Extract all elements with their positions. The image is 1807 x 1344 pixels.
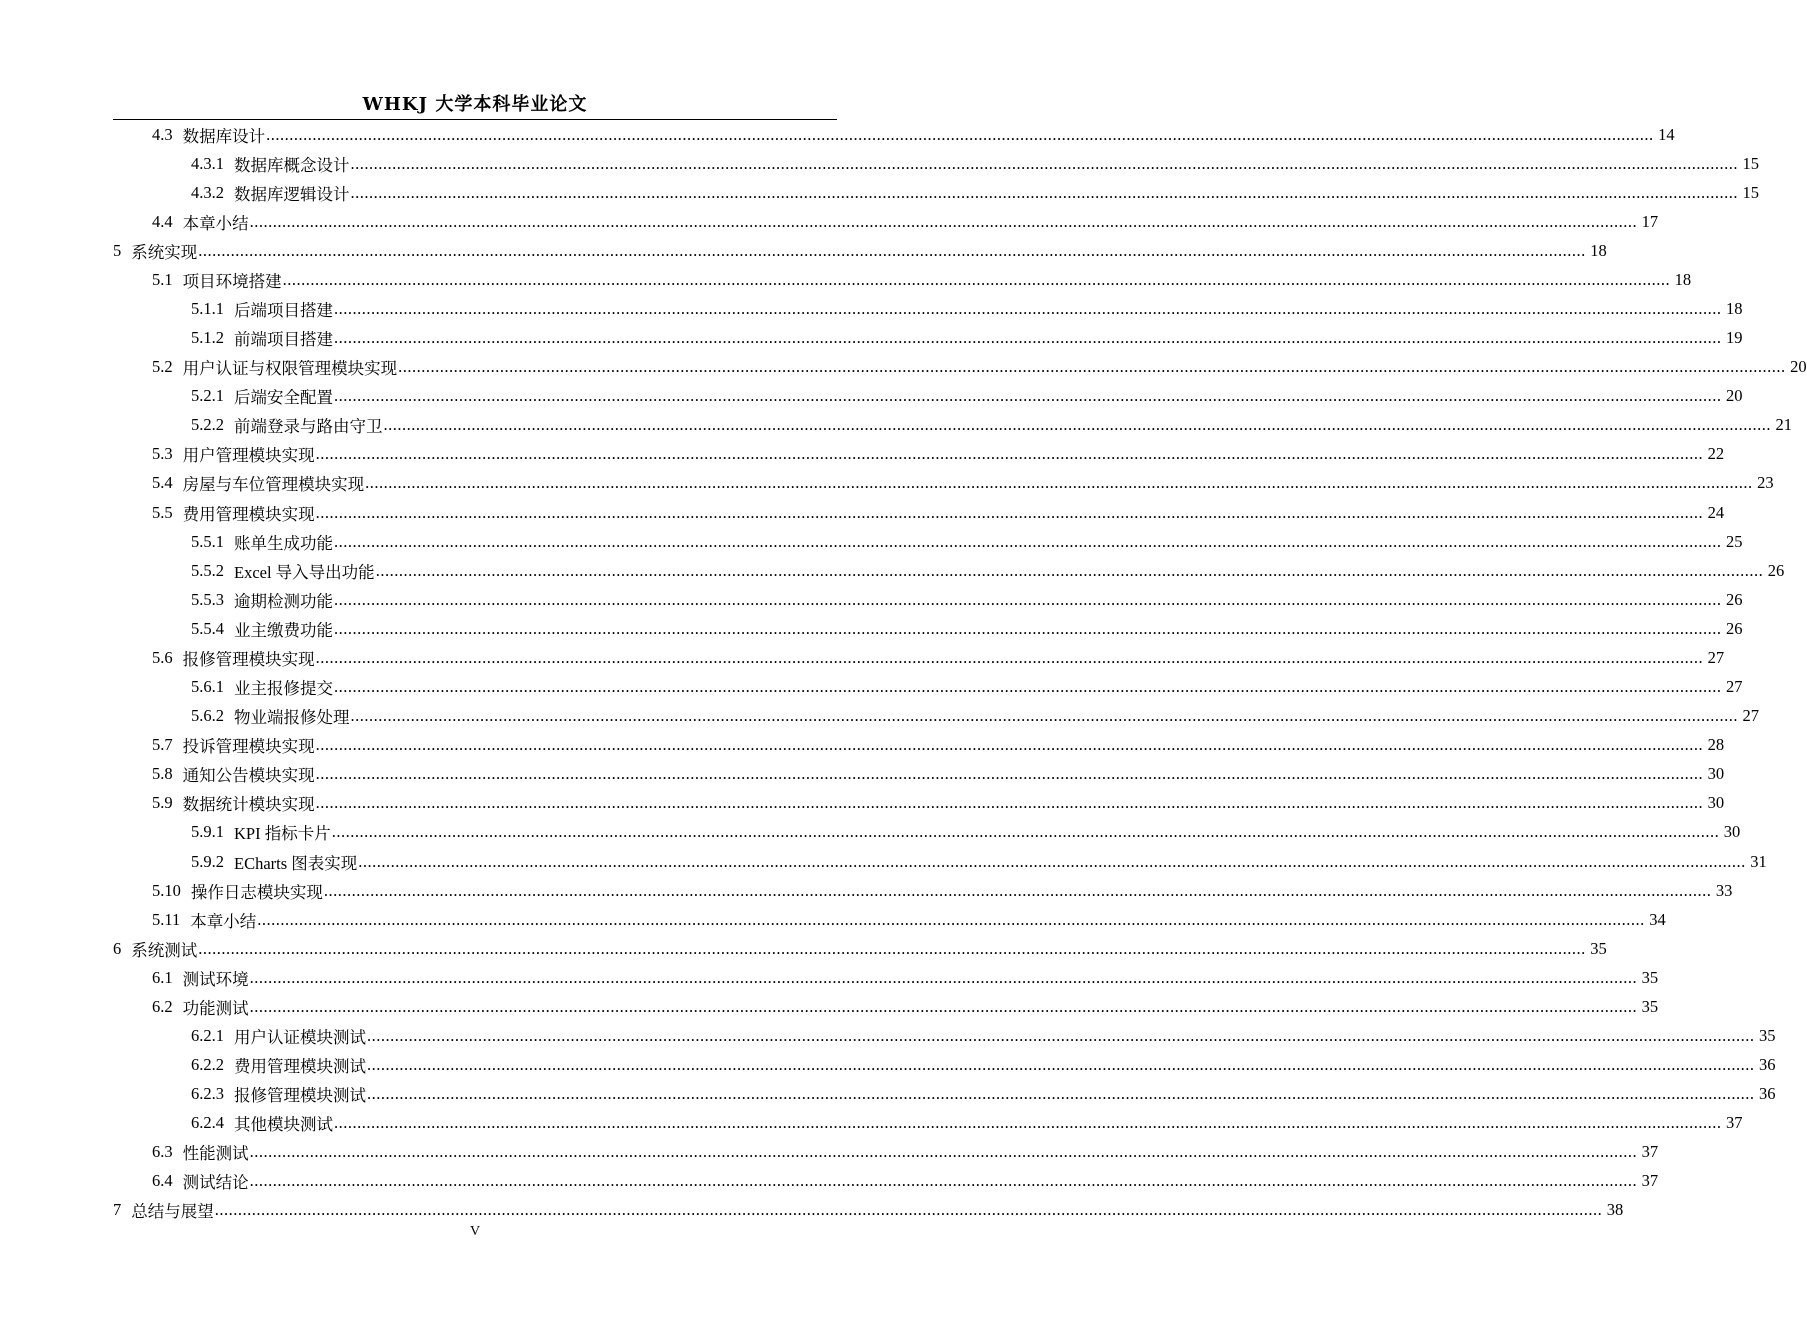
toc-entry-page: 23 [1757, 473, 1774, 493]
toc-leader-dots: ............................................................................................................................................................................................................................................................................................................ [334, 531, 1722, 551]
toc-entry-number: 5.2.2 [191, 415, 224, 435]
toc-entry-number: 5.9.1 [191, 822, 224, 842]
toc-entry[interactable] [191, 178, 1759, 207]
toc-entry-title: 前端项目搭建 [234, 330, 333, 350]
toc-entry-page: 35 [1759, 1025, 1776, 1045]
toc-entry-number: 5.2 [152, 357, 173, 377]
toc-entry-page: 24 [1707, 502, 1725, 522]
toc-entry-page: 26 [1726, 589, 1743, 609]
toc-entry-title: 数据统计模块实现 [182, 795, 315, 815]
toc-leader-dots: ............................................................................................................................................................................................................................................................................................................ [350, 182, 1738, 202]
toc-entry-page: 37 [1726, 1113, 1743, 1133]
toc-leader-dots: ............................................................................................................................................................................................................................................................................................................ [323, 880, 1712, 900]
toc-leader-dots: ............................................................................................................................................................................................................................................................................................................ [315, 735, 1704, 755]
toc-entry-page: 30 [1707, 793, 1725, 813]
toc-entry-title: 用户认证与权限管理模块实现 [182, 359, 398, 379]
toc-entry-number: 4.4 [152, 211, 173, 231]
toc-entry-title: 总结与展望 [131, 1202, 214, 1222]
toc-entry-page: 36 [1759, 1055, 1776, 1075]
toc-entry[interactable] [152, 265, 1692, 294]
toc-leader-dots: ............................................................................................................................................................................................................................................................................................................ [249, 1171, 1638, 1191]
toc-entry-page: 35 [1641, 967, 1659, 987]
toc-entry[interactable] [152, 643, 1725, 672]
toc-leader-dots: ............................................................................................................................................................................................................................................................................................................ [315, 764, 1704, 784]
toc-entry[interactable] [152, 498, 1725, 527]
toc-entry[interactable] [191, 614, 1743, 643]
toc-entry-page: 22 [1707, 444, 1725, 464]
toc-entry-number: 5.1.2 [191, 328, 224, 348]
toc-leader-dots: ............................................................................................................................................................................................................................................................................................................ [334, 328, 1722, 348]
toc-entry-title: 后端项目搭建 [234, 300, 333, 320]
toc-leader-dots: ............................................................................................................................................................................................................................................................................................................ [282, 269, 1671, 289]
toc-entry-number: 6.2.3 [191, 1084, 224, 1104]
toc-entry[interactable] [191, 382, 1743, 411]
toc-leader-dots: ............................................................................................................................................................................................................................................................................................................ [367, 1084, 1755, 1104]
toc-entry-page: 18 [1726, 298, 1743, 318]
toc-entry-title: 数据库逻辑设计 [234, 184, 350, 204]
toc-entry-page: 21 [1775, 415, 1792, 435]
toc-entry[interactable] [191, 585, 1743, 614]
toc-entry[interactable] [152, 1138, 1659, 1167]
toc-entry-number: 6.3 [152, 1142, 173, 1162]
toc-entry-number: 6.1 [152, 967, 173, 987]
toc-entry[interactable] [152, 469, 1774, 498]
toc-entry-page: 31 [1750, 851, 1767, 871]
toc-entry[interactable] [191, 149, 1759, 178]
toc-entry-title: 操作日志模块实现 [190, 882, 323, 902]
toc-entry-title: 投诉管理模块实现 [182, 737, 315, 757]
toc-entry[interactable] [191, 1109, 1743, 1138]
toc-entry-page: 25 [1726, 531, 1743, 551]
toc-leader-dots: ............................................................................................................................................................................................................................................................................................................ [375, 560, 1764, 580]
toc-entry-page: 19 [1726, 328, 1743, 348]
toc-entry-title: 数据库设计 [182, 126, 266, 146]
page-number: V [469, 1224, 481, 1239]
toc-leader-dots: ............................................................................................................................................................................................................................................................................................................ [334, 589, 1722, 609]
toc-entry-number: 5.5.2 [191, 560, 224, 580]
toc-entry-number: 5.4 [152, 473, 173, 493]
toc-entry-page: 15 [1742, 182, 1759, 202]
toc-entry-number: 5.5.4 [191, 618, 224, 638]
toc-entry-page: 27 [1707, 647, 1725, 667]
toc-entry-title: 项目环境搭建 [182, 271, 282, 291]
toc-leader-dots: ............................................................................................................................................................................................................................................................................................................ [315, 444, 1704, 464]
toc-entry-number: 4.3 [152, 124, 173, 144]
toc-entry-title: 逾期检测功能 [234, 591, 333, 611]
toc-entry-title: 报修管理模块测试 [234, 1086, 366, 1106]
toc-entry-number: 5.2.1 [191, 386, 224, 406]
toc-entry[interactable] [191, 818, 1741, 847]
toc-entry-title: 通知公告模块实现 [182, 766, 315, 786]
toc-entry[interactable] [113, 1196, 1624, 1225]
toc-entry-title: 用户认证模块测试 [234, 1027, 366, 1047]
toc-entry-title: 数据库概念设计 [234, 155, 350, 175]
toc-entry-number: 5.1.1 [191, 298, 224, 318]
toc-entry-number: 6.2 [152, 996, 173, 1016]
toc-entry[interactable] [152, 731, 1725, 760]
toc-leader-dots: ............................................................................................................................................................................................................................................................................................................ [383, 415, 1771, 435]
toc-entry-title: 前端登录与路由守卫 [234, 417, 383, 437]
toc-entry-title: 功能测试 [182, 998, 249, 1018]
toc-leader-dots: ............................................................................................................................................................................................................................................................................................................ [257, 909, 1645, 929]
toc-entry[interactable] [152, 905, 1666, 934]
toc-entry[interactable] [191, 702, 1759, 731]
toc-entry-page: 34 [1649, 909, 1666, 929]
toc-entry-number: 5.6.2 [191, 706, 224, 726]
toc-leader-dots: ............................................................................................................................................................................................................................................................................................................ [367, 1055, 1755, 1075]
toc-leader-dots: ............................................................................................................................................................................................................................................................................................................ [315, 502, 1704, 522]
toc-entry-page: 18 [1590, 240, 1607, 260]
toc-entry-number: 6.2.2 [191, 1055, 224, 1075]
toc-leader-dots: ............................................................................................................................................................................................................................................................................................................ [350, 153, 1738, 173]
toc-entry-title: 其他模块测试 [234, 1115, 333, 1135]
toc-leader-dots: ............................................................................................................................................................................................................................................................................................................ [334, 1113, 1722, 1133]
toc-entry-number: 5.1 [152, 269, 173, 289]
toc-entry-title: 房屋与车位管理模块实现 [182, 475, 365, 495]
toc-entry-title: 业主报修提交 [234, 679, 333, 699]
toc-entry-number: 6.2.1 [191, 1025, 224, 1045]
toc-entry-title: 测试环境 [182, 969, 249, 989]
toc-entry-title: Excel 导入导出功能 [234, 562, 375, 582]
toc-entry-number: 6.4 [152, 1171, 173, 1191]
toc-leader-dots: ............................................................................................................................................................................................................................................................................................................ [334, 298, 1722, 318]
toc-entry[interactable] [191, 847, 1767, 876]
toc-leader-dots: ............................................................................................................................................................................................................................................................................................................ [249, 996, 1638, 1016]
toc-entry-title: 费用管理模块测试 [234, 1057, 366, 1077]
toc-entry-title: 业主缴费功能 [234, 620, 333, 640]
toc-leader-dots: ............................................................................................................................................................................................................................................................................................................ [249, 1142, 1638, 1162]
toc-leader-dots: ............................................................................................................................................................................................................................................................................................................ [198, 938, 1586, 958]
toc-entry-page: 28 [1707, 735, 1725, 755]
toc-entry-page: 33 [1715, 880, 1733, 900]
toc-entry-page: 27 [1726, 677, 1743, 697]
toc-entry-page: 37 [1641, 1171, 1659, 1191]
toc-entry-number: 4.3.1 [191, 153, 224, 173]
toc-entry-title: 系统实现 [131, 242, 198, 262]
toc-entry[interactable] [152, 963, 1659, 992]
toc-entry-page: 26 [1767, 560, 1785, 580]
toc-entry[interactable] [191, 673, 1743, 702]
toc-entry-number: 5.3 [152, 444, 173, 464]
toc-entry[interactable] [152, 992, 1659, 1021]
toc-leader-dots: ............................................................................................................................................................................................................................................................................................................ [334, 677, 1722, 697]
toc-leader-dots: ............................................................................................................................................................................................................................................................................................................ [198, 240, 1586, 260]
toc-leader-dots: ............................................................................................................................................................................................................................................................................................................ [249, 967, 1638, 987]
toc-entry[interactable] [113, 236, 1607, 265]
toc-entry[interactable] [152, 760, 1725, 789]
toc-entry-title: 系统测试 [131, 940, 198, 960]
toc-entry-page: 37 [1641, 1142, 1659, 1162]
toc-entry-page: 14 [1658, 124, 1675, 144]
toc-entry-number: 5.5.1 [191, 531, 224, 551]
toc-entry[interactable] [152, 353, 1807, 382]
toc-leader-dots: ............................................................................................................................................................................................................................................................................................................ [398, 357, 1786, 377]
toc-entry-title: 性能测试 [182, 1144, 249, 1164]
toc-leader-dots: ............................................................................................................................................................................................................................................................................................................ [214, 1200, 1603, 1220]
toc-entry-number: 7 [113, 1200, 122, 1220]
toc-entry-number: 6 [113, 938, 122, 958]
toc-entry-title: ECharts 图表实现 [234, 853, 358, 873]
toc-leader-dots: ............................................................................................................................................................................................................................................................................................................ [358, 851, 1746, 871]
toc-leader-dots: ............................................................................................................................................................................................................................................................................................................ [331, 822, 1720, 842]
toc-entry-title: 报修管理模块实现 [182, 649, 315, 669]
toc-entry-page: 30 [1707, 764, 1725, 784]
toc-leader-dots: ............................................................................................................................................................................................................................................................................................................ [315, 793, 1704, 813]
toc-leader-dots: ............................................................................................................................................................................................................................................................................................................ [367, 1025, 1755, 1045]
toc-entry-page: 35 [1590, 938, 1607, 958]
toc-entry-number: 5.8 [152, 764, 173, 784]
toc-entry-number: 5.11 [152, 909, 181, 929]
toc-leader-dots: ............................................................................................................................................................................................................................................................................................................ [249, 211, 1638, 231]
toc-entry-title: 物业端报修处理 [234, 708, 350, 728]
toc-entry-page: 18 [1674, 269, 1692, 289]
toc-entry-page: 20 [1790, 357, 1807, 377]
toc-entry-number: 5.9 [152, 793, 173, 813]
toc-entry-page: 36 [1759, 1084, 1776, 1104]
toc-leader-dots: ............................................................................................................................................................................................................................................................................................................ [365, 473, 1753, 493]
toc-entry[interactable] [191, 1021, 1776, 1050]
page-header [113, 90, 837, 120]
toc-entry-number: 5.5.3 [191, 589, 224, 609]
toc-entry-page: 27 [1742, 706, 1759, 726]
toc-entry-page: 20 [1726, 386, 1743, 406]
toc-entry-title: 后端安全配置 [234, 388, 333, 408]
toc-entry-number: 5.7 [152, 735, 173, 755]
toc-entry[interactable] [191, 1080, 1776, 1109]
toc-entry-title: 测试结论 [182, 1173, 249, 1193]
toc-entry-title: 账单生成功能 [234, 533, 333, 553]
toc-entry-number: 5.10 [152, 880, 181, 900]
toc-entry-page: 35 [1641, 996, 1659, 1016]
toc-entry-title: KPI 指标卡片 [234, 824, 331, 844]
toc-entry-number: 5 [113, 240, 122, 260]
toc-entry[interactable] [152, 207, 1659, 236]
toc-entry-number: 5.9.2 [191, 851, 224, 871]
toc-entry[interactable] [191, 324, 1743, 353]
toc-entry[interactable] [191, 527, 1743, 556]
toc-entry[interactable] [113, 934, 1607, 963]
toc-entry-number: 5.6 [152, 647, 173, 667]
toc-entry-page: 30 [1723, 822, 1741, 842]
toc-entry-page: 17 [1641, 211, 1659, 231]
toc-entry[interactable] [191, 294, 1743, 323]
toc-entry[interactable] [191, 556, 1785, 585]
toc-entry-page: 26 [1726, 618, 1743, 638]
toc-entry[interactable] [191, 1051, 1776, 1080]
header-title: WHKJ 大学本科毕业论文 [362, 94, 588, 115]
toc-leader-dots: ............................................................................................................................................................................................................................................................................................................ [350, 706, 1738, 726]
toc-entry-title: 本章小结 [182, 213, 249, 233]
toc-entry[interactable] [152, 789, 1725, 818]
toc-leader-dots: ............................................................................................................................................................................................................................................................................................................ [266, 124, 1654, 144]
toc-leader-dots: ............................................................................................................................................................................................................................................................................................................ [334, 618, 1722, 638]
toc-entry-page: 15 [1742, 153, 1759, 173]
toc-entry-number: 5.5 [152, 502, 173, 522]
toc-leader-dots: ............................................................................................................................................................................................................................................................................................................ [315, 647, 1704, 667]
toc-entry-title: 费用管理模块实现 [182, 504, 315, 524]
toc-entry[interactable] [152, 876, 1733, 905]
toc-leader-dots: ............................................................................................................................................................................................................................................................................................................ [334, 386, 1722, 406]
toc-entry[interactable] [152, 1167, 1659, 1196]
toc-entry-number: 5.6.1 [191, 677, 224, 697]
toc-entry-number: 6.2.4 [191, 1113, 224, 1133]
toc-entry-title: 本章小结 [190, 911, 257, 931]
toc-entry[interactable] [191, 411, 1792, 440]
toc-entry-title: 用户管理模块实现 [182, 446, 315, 466]
toc-entry-number: 4.3.2 [191, 182, 224, 202]
toc-entry-page: 38 [1606, 1200, 1624, 1220]
toc-entry[interactable] [152, 120, 1675, 149]
toc-entry[interactable] [152, 440, 1725, 469]
